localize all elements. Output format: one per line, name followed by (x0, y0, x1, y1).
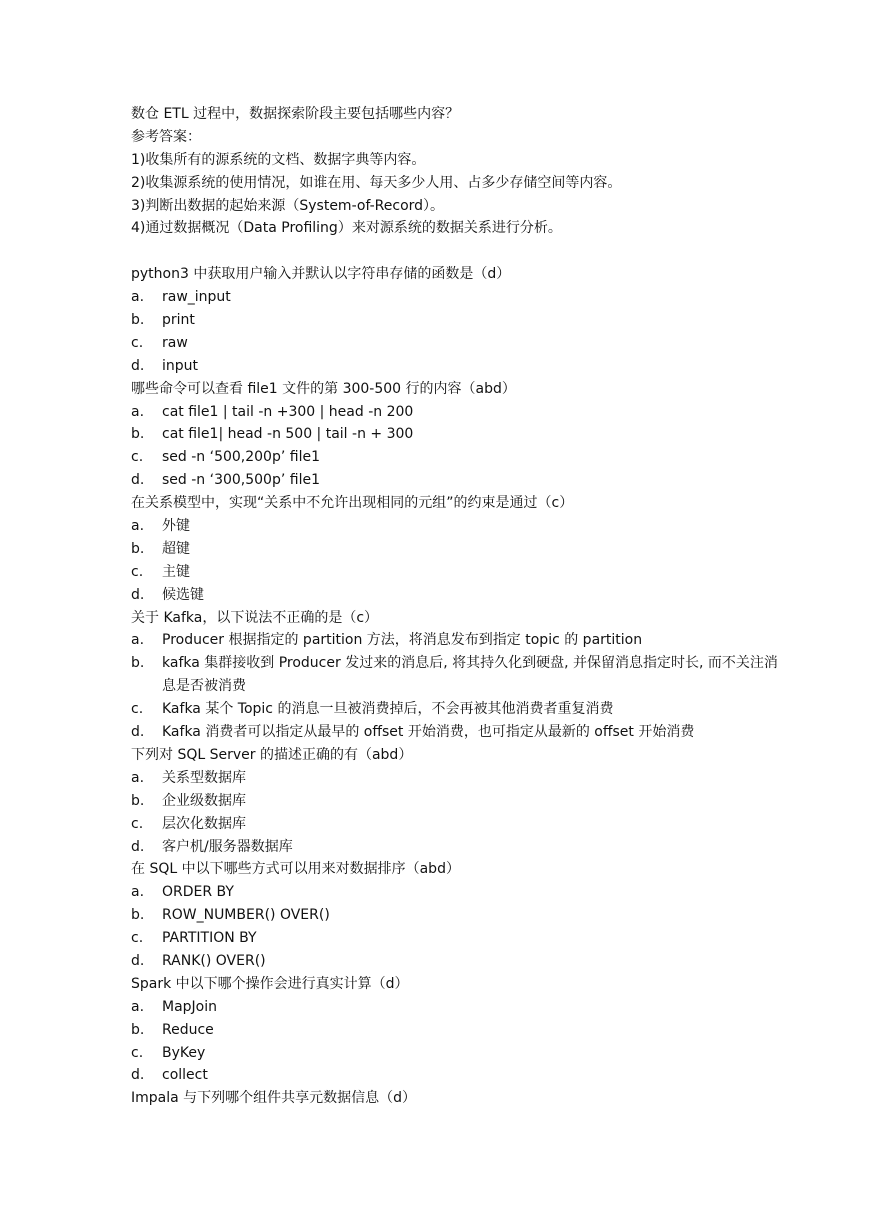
option-item (131, 1019, 781, 1042)
option-text: cat file1 | tail -n +300 | head -n 200 (162, 403, 414, 420)
option-label: b. (131, 312, 145, 329)
option-label: d. (131, 472, 145, 489)
option-label: c. (131, 1044, 144, 1061)
option-text: 外键 (162, 518, 190, 535)
option-item (131, 446, 781, 469)
option-item (131, 813, 781, 836)
option-label: b. (131, 1021, 145, 1038)
option-text: 主键 (162, 563, 190, 580)
question-text: python3 中获取用户输入并默认以字符串存储的函数是（d） (131, 266, 511, 283)
option-item (131, 698, 781, 721)
option-item (131, 652, 781, 698)
option-label: d. (131, 586, 145, 603)
option-item (131, 332, 781, 355)
option-text: 企业级数据库 (162, 792, 246, 809)
answer-point: 4)通过数据概况（Data Profiling）来对源系统的数据关系进行分析。 (131, 220, 562, 237)
option-text: 关系型数据库 (162, 769, 246, 786)
option-text: MapJoin (162, 998, 218, 1015)
option-label: b. (131, 907, 145, 924)
answer-label: 参考答案： (131, 128, 201, 145)
option-label: a. (131, 289, 145, 306)
option-text: 层次化数据库 (162, 815, 246, 832)
option-item (131, 1042, 781, 1065)
option-text: ORDER BY (162, 884, 234, 901)
answer-point: 2)收集源系统的使用情况，如谁在用、每天多少人用、占多少存储空间等内容。 (131, 174, 622, 191)
option-text: 候选键 (162, 586, 204, 603)
option-label: d. (131, 952, 145, 969)
option-text: raw (162, 334, 188, 351)
option-item (131, 561, 781, 584)
option-label: d. (131, 724, 145, 741)
option-item (131, 515, 781, 538)
option-text: Reduce (162, 1021, 214, 1038)
option-text: cat file1| head -n 500 | tail -n + 300 (162, 426, 414, 443)
option-text: Producer 根据指定的 partition 方法，将消息发布到指定 topic 的 partition (162, 632, 643, 649)
option-item (131, 469, 781, 492)
option-label: a. (131, 998, 145, 1015)
option-item (131, 1064, 781, 1087)
option-label: d. (131, 1067, 145, 1084)
option-item (131, 309, 781, 332)
option-item (131, 927, 781, 950)
option-text: Kafka 消费者可以指定从最早的 offset 开始消费，也可指定从最新的 offset 开始消费 (162, 724, 695, 741)
option-label: a. (131, 518, 145, 535)
option-text: 客户机/服务器数据库 (162, 838, 293, 855)
document-content (131, 103, 781, 1110)
question-text: 在 SQL 中以下哪些方式可以用来对数据排序（abd） (131, 861, 460, 878)
option-label: c. (131, 815, 144, 832)
intro-question: 数仓 ETL 过程中，数据探索阶段主要包括哪些内容？ (131, 106, 460, 122)
option-label: b. (131, 540, 145, 557)
option-item (131, 423, 781, 446)
blank-line (131, 240, 781, 263)
option-item (131, 904, 781, 927)
answer-point: 3)判断出数据的起始来源（System-of-Record）。 (131, 197, 445, 214)
option-item (131, 790, 781, 813)
option-text: input (162, 357, 199, 374)
option-text: PARTITION BY (162, 930, 257, 947)
option-item (131, 767, 781, 790)
option-label: c. (131, 334, 144, 351)
option-label: b. (131, 655, 145, 672)
option-text: sed -n ‘300,500p’ file1 (162, 472, 320, 489)
option-item (131, 538, 781, 561)
option-label: a. (131, 632, 145, 649)
option-item (131, 950, 781, 973)
option-label: a. (131, 769, 145, 786)
option-item (131, 584, 781, 607)
option-label: d. (131, 357, 145, 374)
option-item (131, 355, 781, 378)
option-label: c. (131, 563, 144, 580)
option-item (131, 721, 781, 744)
option-text: raw_input (162, 289, 231, 306)
option-text: print (162, 312, 195, 329)
option-item (131, 401, 781, 424)
question-text: Spark 中以下哪个操作会进行真实计算（d） (131, 975, 409, 992)
option-item (131, 996, 781, 1019)
option-item (131, 881, 781, 904)
question-text: Impala 与下列哪个组件共享元数据信息（d） (131, 1090, 417, 1107)
option-label: a. (131, 403, 145, 420)
option-label: b. (131, 792, 145, 809)
option-item (131, 286, 781, 309)
option-text: sed -n ‘500,200p’ file1 (162, 449, 320, 466)
question-text: 在关系模型中，实现“关系中不允许出现相同的元组”的约束是通过（c） (131, 495, 574, 512)
option-label: c. (131, 701, 144, 718)
option-label: b. (131, 426, 145, 443)
option-text: 超键 (162, 540, 190, 557)
option-item (131, 629, 781, 652)
option-text: kafka 集群接收到 Producer 发过来的消息后, 将其持久化到硬盘, 并保留消息指定时长, 而不关注消息是否被消费 (162, 655, 778, 695)
option-text: Kafka 某个 Topic 的消息一旦被消费掉后，不会再被其他消费者重复消费 (162, 701, 614, 718)
option-text: collect (162, 1067, 208, 1084)
answer-point: 1)收集所有的源系统的文档、数据字典等内容。 (131, 151, 426, 168)
option-label: c. (131, 930, 144, 947)
option-text: ByKey (162, 1044, 206, 1061)
option-label: d. (131, 838, 145, 855)
question-text: 关于 Kafka，以下说法不正确的是（c） (131, 609, 379, 626)
option-item (131, 836, 781, 859)
option-label: c. (131, 449, 144, 466)
question-text: 哪些命令可以查看 file1 文件的第 300-500 行的内容（abd） (131, 380, 516, 397)
option-text: ROW_NUMBER() OVER() (162, 907, 330, 924)
question-text: 下列对 SQL Server 的描述正确的有（abd） (131, 746, 413, 763)
option-text: RANK() OVER() (162, 952, 266, 969)
option-label: a. (131, 884, 145, 901)
